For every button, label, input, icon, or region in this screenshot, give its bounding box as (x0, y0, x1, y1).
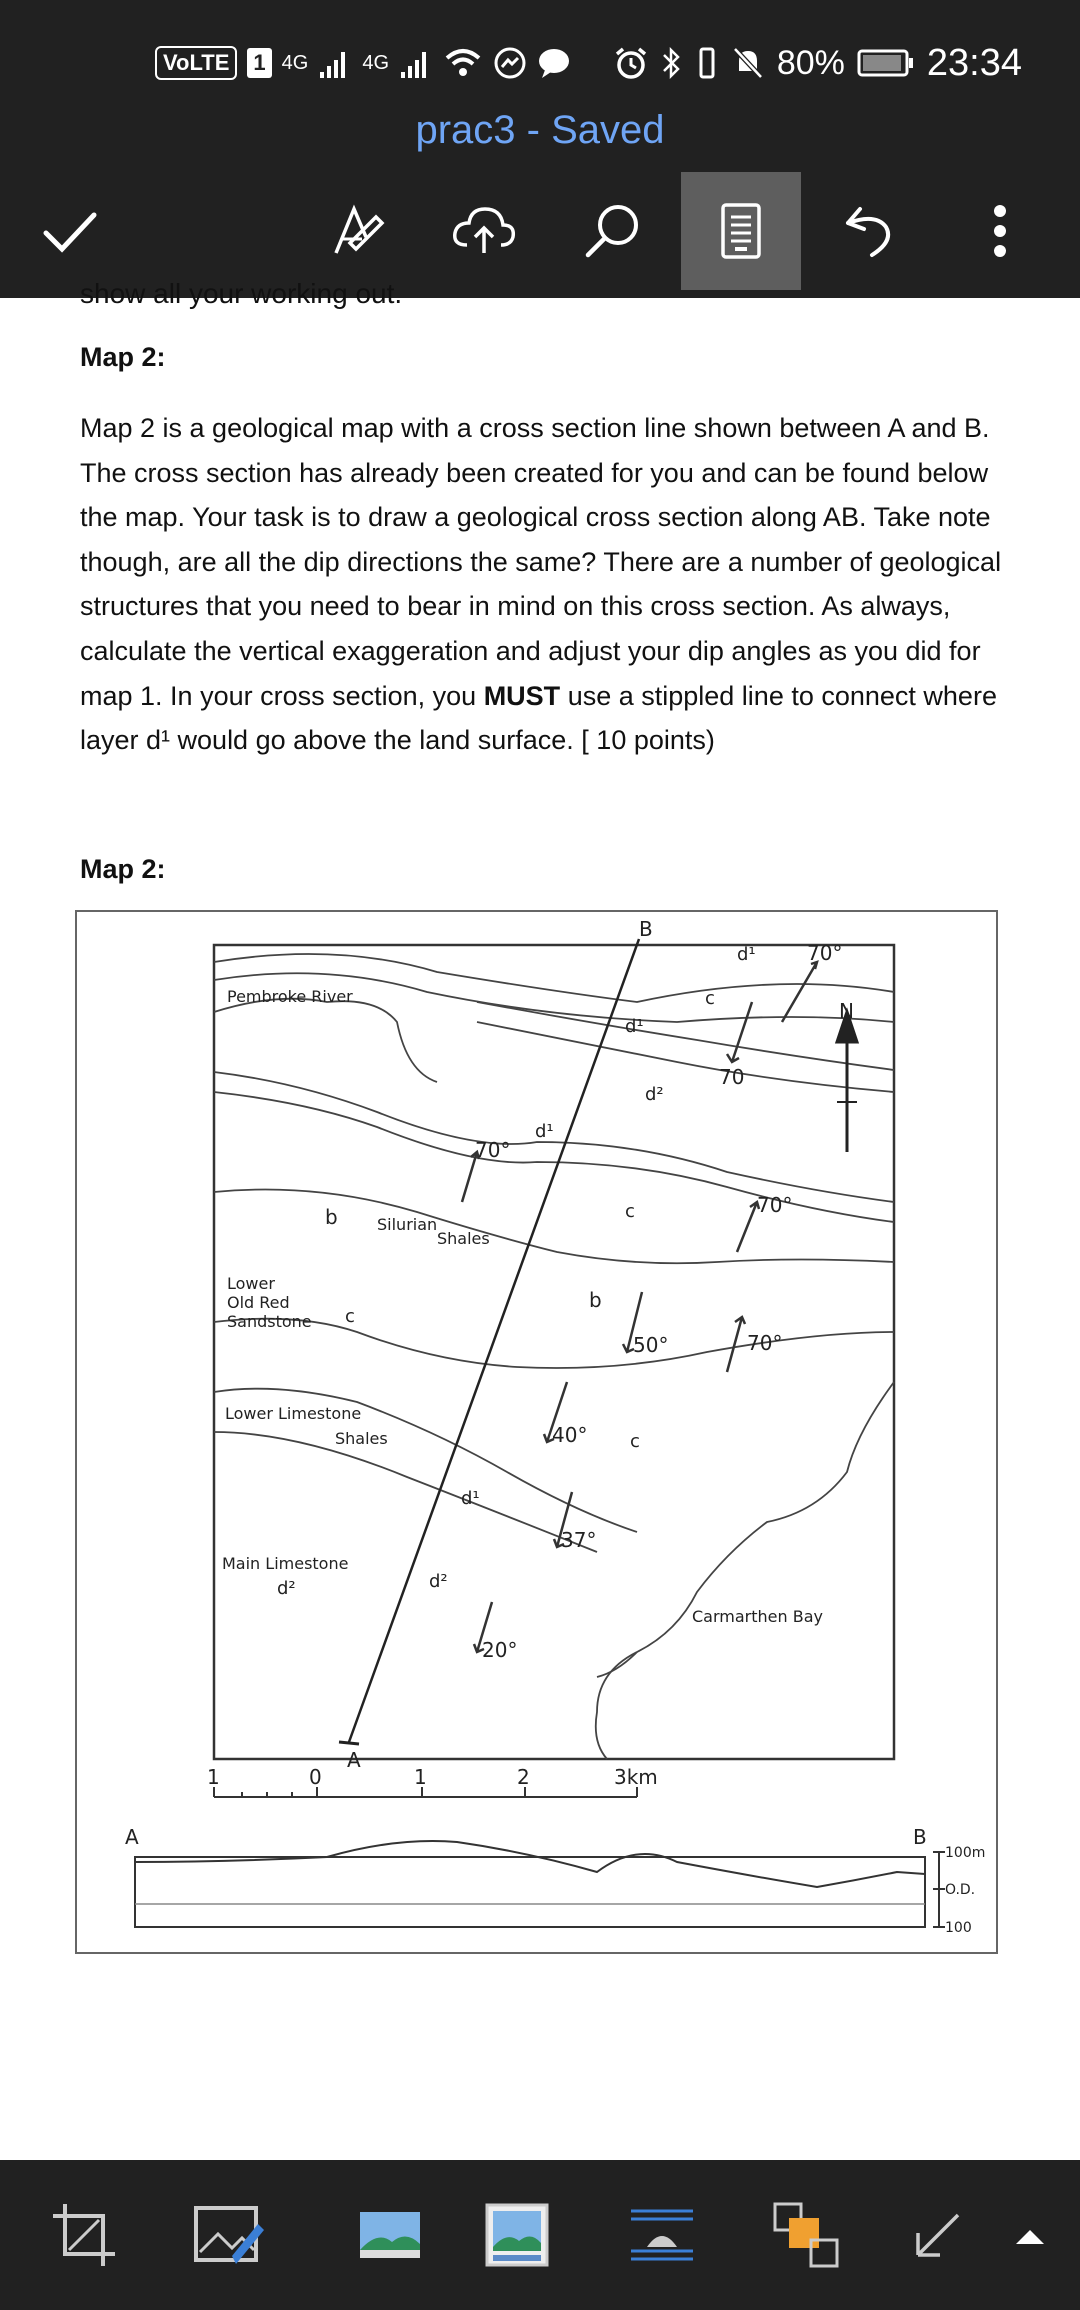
scale-0: 0 (309, 1765, 322, 1789)
dip-arrows (462, 962, 817, 1652)
picture-frame-icon (485, 2203, 549, 2267)
chat-bubble-icon (537, 46, 571, 80)
reading-view-button[interactable] (681, 172, 801, 290)
unit-c-3: c (630, 1431, 640, 1452)
landscape-icon (358, 2210, 422, 2260)
search-button[interactable] (552, 172, 672, 290)
cut-off-text-line: show all your working out. (80, 278, 403, 309)
dip-label-3: 70° (475, 1138, 511, 1162)
scale-1: 1 (414, 1765, 427, 1789)
label-pembroke-river: Pembroke River (227, 987, 353, 1006)
sim-number: 1 (247, 48, 271, 78)
resize-arrow-icon (908, 2205, 968, 2265)
check-icon (38, 199, 102, 263)
battery-icon (857, 46, 915, 80)
expand-toolbar-button[interactable] (980, 2190, 1080, 2280)
bottom-image-toolbar (0, 2160, 1080, 2310)
label-b-top: B (639, 917, 653, 941)
paragraph-text-before: Map 2 is a geological map with a cross section line shown between A and B. The cross section has already been created for you and can be found below the map. Your task is to draw a geological cross section along AB. Take note though, are all the dip directions the same? There are a number of geological structures that you need to bear in mind on this cross section. As always, calculate the vertical exaggeration and adjust your dip angles as you did for map 1. In your cross section, you (80, 413, 1002, 711)
upload-button[interactable] (424, 172, 544, 290)
north-arrow (837, 1012, 857, 1152)
section-label-100m: 100m (945, 1845, 986, 1861)
paragraph-text-after: use a stippled line to connect where layer d¹ would go above the land surface. [ 10 points) (80, 680, 997, 756)
crop-button[interactable] (34, 2190, 134, 2280)
status-bar-right (613, 38, 1022, 88)
signal-icon (318, 46, 352, 80)
crop-icon (49, 2200, 119, 2270)
unit-c-2: c (625, 1201, 635, 1222)
scale-3km: 3km (614, 1765, 658, 1789)
geological-boundaries (214, 954, 894, 1759)
signal-icon-2 (399, 46, 433, 80)
scale-2: 2 (517, 1765, 530, 1789)
unit-b-1: b (325, 1205, 338, 1229)
vibrate-icon (695, 45, 719, 81)
unit-d1-top: d¹ (737, 944, 756, 965)
unit-d1-mid: d¹ (535, 1121, 554, 1142)
label-shales-1: Shales (437, 1229, 490, 1248)
messenger-icon (493, 46, 527, 80)
label-lors-1: Lower (227, 1274, 275, 1293)
section-label-od: O.D. (945, 1882, 976, 1898)
label-shales-2: Shales (335, 1429, 388, 1448)
arrange-icon (771, 2200, 841, 2270)
section-label-100: 100 (945, 1920, 972, 1936)
unit-d1-low: d¹ (461, 1488, 480, 1509)
label-north: N (839, 999, 854, 1023)
dip-label-7: 40° (552, 1423, 588, 1447)
more-options-button[interactable] (940, 172, 1060, 290)
instructions-paragraph (80, 406, 1020, 763)
undo-icon (836, 199, 900, 263)
bluetooth-icon (661, 45, 683, 81)
resize-button[interactable] (888, 2190, 988, 2280)
dip-label-4: 70° (757, 1193, 793, 1217)
dip-label-8: 37° (561, 1528, 597, 1552)
unit-b-2: b (589, 1288, 602, 1312)
dip-label-1: 70° (807, 941, 843, 965)
dip-label-5: 50° (633, 1333, 669, 1357)
status-bar-left (155, 38, 571, 88)
section-label-b: B (913, 1825, 927, 1849)
label-lower-limestone: Lower Limestone (225, 1404, 362, 1423)
unit-d2-low: d² (429, 1571, 448, 1592)
heading-map2: Map 2: (80, 342, 166, 372)
label-silurian: Silurian (377, 1215, 438, 1234)
cross-section-profile (125, 1825, 985, 1936)
section-label-a: A (125, 1825, 139, 1849)
unit-c-1: c (345, 1306, 355, 1327)
unit-d2-top: d² (645, 1084, 664, 1105)
label-main-limestone: Main Limestone (222, 1554, 349, 1573)
scale-1-left: 1 (207, 1765, 220, 1789)
clock: 23:34 (926, 41, 1022, 84)
picture-style-2-button[interactable] (467, 2190, 567, 2280)
map-border (214, 945, 894, 1759)
wifi-icon (443, 46, 483, 80)
unit-d2-left: d² (277, 1578, 296, 1599)
pen-icon (326, 199, 390, 263)
text-wrap-icon (627, 2205, 697, 2265)
top-app-bar (0, 0, 1080, 298)
scale-bar (207, 1765, 658, 1797)
mobile-view-icon (719, 201, 763, 261)
wrap-text-button[interactable] (612, 2190, 712, 2280)
section-line-ab (349, 939, 639, 1742)
done-button[interactable] (10, 172, 130, 290)
network-4g-1: 4G (281, 51, 309, 74)
undo-button[interactable] (808, 172, 928, 290)
label-carmarthen-bay: Carmarthen Bay (692, 1607, 823, 1626)
draw-button[interactable] (298, 172, 418, 290)
dip-label-6: 70° (747, 1331, 783, 1355)
alarm-icon (613, 45, 649, 81)
label-a-bottom: A (347, 1748, 361, 1772)
battery-percent: 80% (776, 43, 845, 82)
unit-c-top: c (705, 988, 715, 1009)
label-lors-3: Sandstone (227, 1312, 312, 1331)
geological-map-drawing (77, 912, 996, 1952)
label-lors-2: Old Red (227, 1293, 290, 1312)
network-4g-2: 4G (362, 51, 390, 74)
picture-style-1-button[interactable] (340, 2190, 440, 2280)
dip-label-9: 20° (482, 1638, 518, 1662)
document-title[interactable]: prac3 - Saved (415, 108, 665, 152)
more-vertical-icon (990, 201, 1010, 261)
heading-map2-second: Map 2: (80, 854, 166, 884)
paragraph-bold-must: MUST (483, 680, 561, 711)
unit-d1-b: d¹ (625, 1016, 644, 1037)
section-line-end (339, 1742, 359, 1744)
cloud-upload-icon (449, 199, 519, 263)
search-icon (580, 199, 644, 263)
geological-map-image[interactable] (75, 910, 998, 1954)
image-edit-icon (192, 2200, 268, 2270)
arrange-button[interactable] (756, 2190, 856, 2280)
expand-up-icon (1010, 2220, 1050, 2250)
edit-image-button[interactable] (180, 2190, 280, 2280)
volte-badge: VoLTE (155, 46, 237, 80)
document-canvas[interactable] (0, 278, 1080, 2160)
dip-label-2: 70 (719, 1065, 745, 1089)
mute-icon (731, 45, 765, 81)
